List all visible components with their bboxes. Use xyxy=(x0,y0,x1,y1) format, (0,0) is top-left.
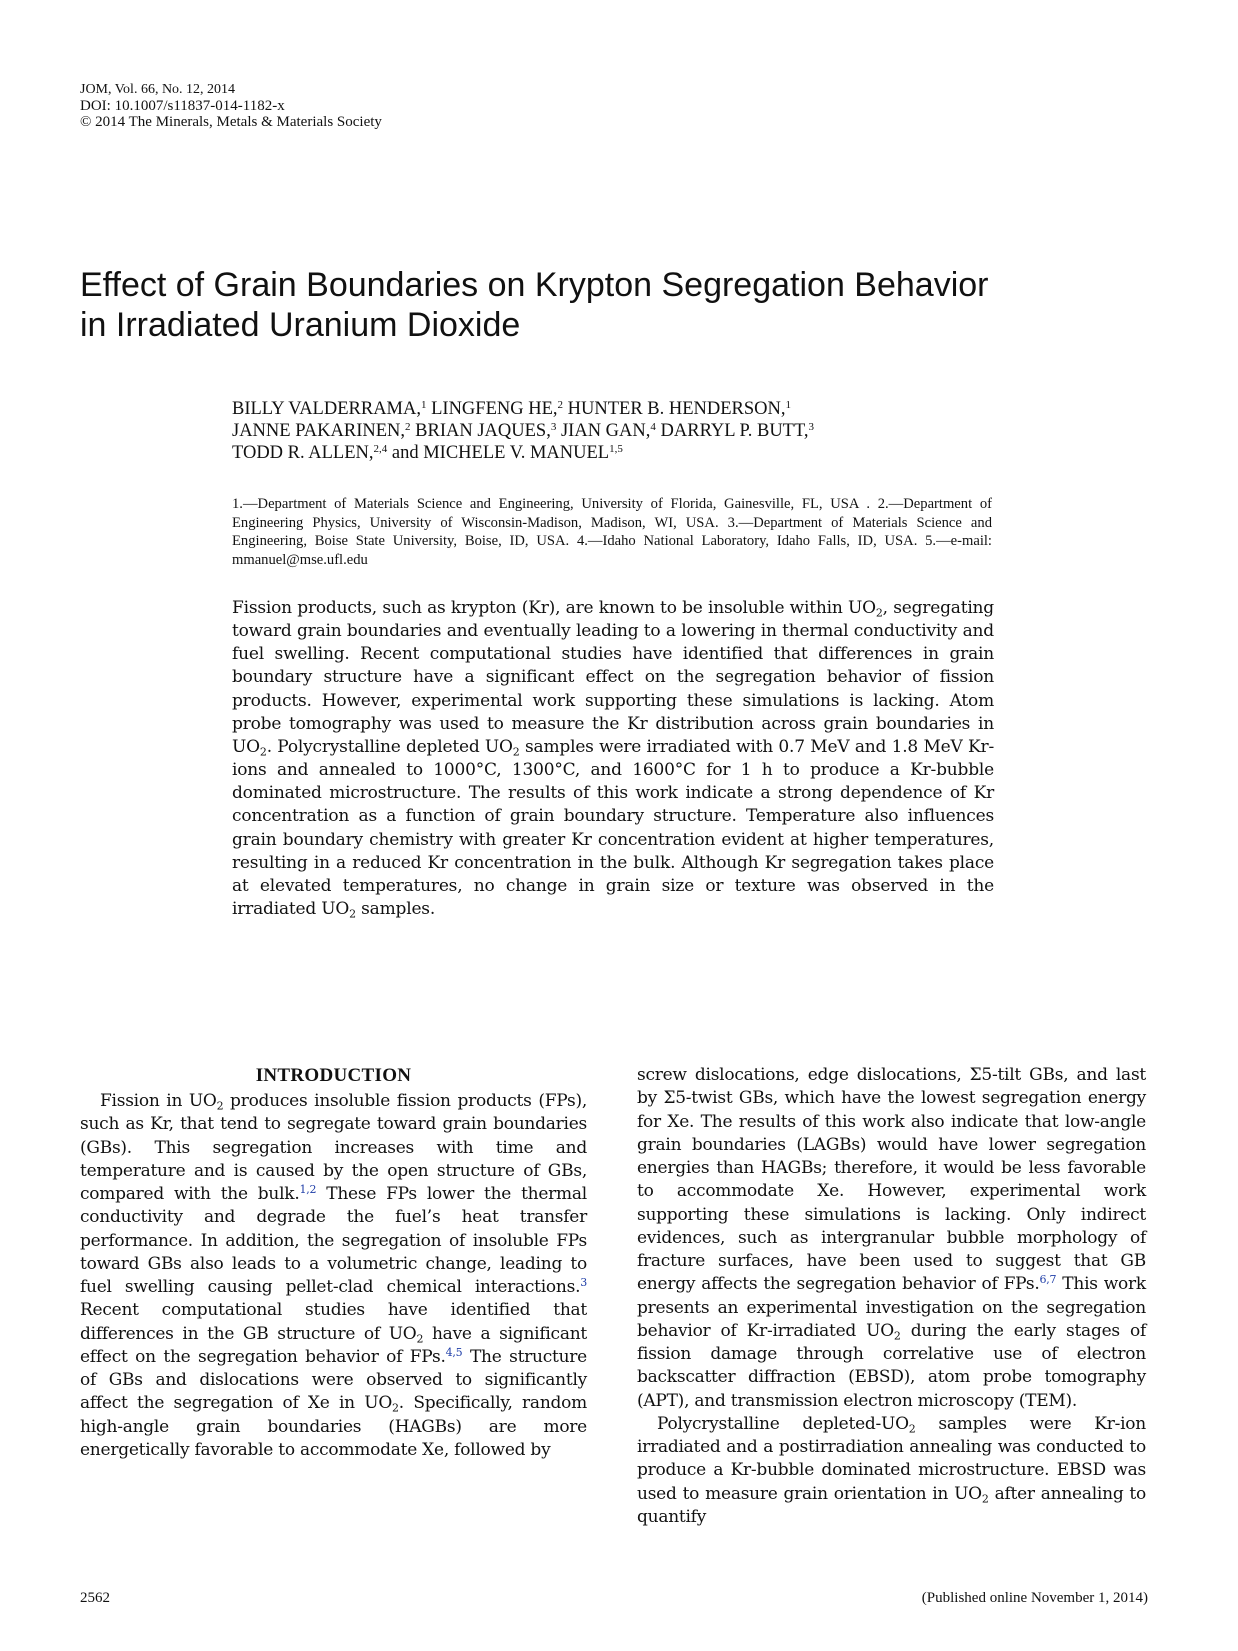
author-name: JIAN GAN, xyxy=(556,421,651,441)
author-affiliation-mark: 2 xyxy=(405,420,411,433)
subscript: 2 xyxy=(392,1401,399,1415)
author-name: BILLY VALDERRAMA, xyxy=(232,399,421,419)
affiliations: 1.—Department of Materials Science and Engineering, University of Florida, Gainesville, FL, USA . 2.—Department of Engineering Physics, University of Wisconsin-Madison, Madison, WI, USA. 3.—Department of Materials Science and Engineering, Boise State University, Boise, ID, USA. 4.—Idaho National Laboratory, Idaho Falls, ID, USA. 5.—e-mail: mmanuel@mse.ufl.edu xyxy=(232,496,992,568)
subscript: 2 xyxy=(349,907,356,921)
author-affiliation-mark: 4 xyxy=(650,420,656,433)
journal-citation: JOM, Vol. 66, No. 12, 2014 xyxy=(80,82,236,97)
author-affiliation-mark: 3 xyxy=(808,420,815,433)
author-list xyxy=(232,398,992,464)
body-text: Fission in UO xyxy=(100,1091,217,1111)
citation-link[interactable]: 1,2 xyxy=(299,1182,317,1196)
citation-link[interactable]: 6,7 xyxy=(1039,1273,1057,1287)
page-number: 2562 xyxy=(80,1590,110,1606)
body-text: . Specifically, random high-angle grain boundaries (HAGBs) are more energetically favorable to accommodate Xe, followed by xyxy=(80,1393,588,1460)
copyright-text: © 2014 The Minerals, Metals & Materials Society xyxy=(80,114,382,130)
author-name: and MICHELE V. MANUEL xyxy=(387,443,610,463)
author-name: TODD R. ALLEN, xyxy=(232,443,374,463)
subscript: 2 xyxy=(893,1329,901,1343)
abstract-text: . Polycrystalline depleted UO xyxy=(266,736,513,757)
body-text: This work presents an experimental investigation on the segregation behavior of Kr-irradiated UO xyxy=(637,1274,1146,1341)
abstract-text: , segregating toward grain boundaries and eventually leading to a lowering in thermal conductivity and fuel swelling. Recent computational studies have identified that differences in grain boundary structure have a significant effect on the segregation behavior of fission products. However, experimental work supporting these simulations is lacking. Atom probe tomography was used to measure the Kr distribution across grain boundaries in UO xyxy=(232,598,994,757)
subscript: 2 xyxy=(981,1491,989,1505)
body-text: produces insoluble fission products (FPs), such as Kr, that tend to segregate toward grain boundaries (GBs). This segregation increases with time and temperature and is caused by the open structure of GBs, compared with the bulk. xyxy=(80,1091,587,1204)
body-text: have a significant effect on the segregation behavior of FPs. xyxy=(80,1323,587,1367)
title-line-2: in Irradiated Uranium Dioxide xyxy=(80,306,521,344)
subscript: 2 xyxy=(908,1422,916,1436)
citation-link[interactable]: 3 xyxy=(580,1275,587,1289)
title-line-1: Effect of Grain Boundaries on Krypton Segregation Behavior xyxy=(80,266,989,304)
subscript: 2 xyxy=(875,606,883,620)
author-name: LINGFENG HE, xyxy=(426,399,558,419)
section-heading-introduction: INTRODUCTION xyxy=(255,1065,412,1086)
abstract xyxy=(232,597,994,921)
author-affiliation-mark: 2 xyxy=(557,398,564,411)
body-text: The structure of GBs and dislocations were observed to significantly affect the segregation of Xe in UO xyxy=(80,1346,587,1414)
abstract-text: Fission products, such as krypton (Kr), are known to be insoluble within UO xyxy=(232,598,876,618)
body-text: These FPs lower the thermal conductivity and degrade the fuel’s heat transfer performance. In addition, the segregation of insoluble FPs toward GBs also leads to a volumetric change, leading to fuel swelling causing pellet-clad chemical interactions. xyxy=(80,1184,587,1297)
body-text: Polycrystalline depleted-UO xyxy=(657,1413,909,1434)
journal-header xyxy=(80,82,382,130)
body-text: Recent computational studies have identified that differences in the GB structure of UO xyxy=(80,1300,587,1344)
subscript: 2 xyxy=(216,1099,224,1113)
body-text: during the early stages of fission damage through correlative use of electron backscatter diffraction (EBSD), atom probe tomography (APT), and transmission electron microscopy (TEM). xyxy=(637,1320,1146,1411)
author-name: JANNE PAKARINEN, xyxy=(232,421,406,441)
intro-paragraph-2 xyxy=(637,1413,1146,1529)
intro-paragraph-1-continued xyxy=(637,1064,1146,1413)
right-column xyxy=(637,1064,1146,1529)
body-text: screw dislocations, edge dislocations, Σ5-tilt GBs, and last by Σ5-twist GBs, which have the lowest segregation energy for Xe. The results of this work also indicate that low-angle grain boundaries (LAGBs) would have lower segregation energies than HAGBs; therefore, it would be less favorable to accommodate Xe. However, experimental work supporting these simulations is lacking. Only indirect evidences, such as intergranular bubble morphology of fracture surfaces, have been used to suggest that GB energy affects the segregation behavior of FPs. xyxy=(637,1065,1146,1295)
subscript: 2 xyxy=(512,745,520,759)
publication-date: (Published online November 1, 2014) xyxy=(921,1590,1148,1606)
author-affiliation-mark: 1 xyxy=(785,398,792,411)
citation-link[interactable]: 4,5 xyxy=(445,1345,463,1359)
body-text: samples were Kr-ion irradiated and a postirradiation annealing was conducted to produce a Kr-bubble dominated microstructure. EBSD was used to measure grain orientation in UO xyxy=(637,1413,1146,1504)
doi-text: DOI: 10.1007/s11837-014-1182-x xyxy=(80,98,285,114)
author-affiliation-mark: 3 xyxy=(550,420,557,433)
abstract-text: samples. xyxy=(355,899,436,920)
subscript: 2 xyxy=(259,745,267,759)
subscript: 2 xyxy=(416,1331,424,1345)
author-name: DARRYL P. BUTT, xyxy=(655,421,809,441)
left-column xyxy=(80,1064,587,1462)
abstract-text: samples were irradiated with 0.7 MeV and 1.8 MeV Kr-ions and annealed to 1000°C, 1300°C, and 1600°C for 1 h to produce a Kr-bubble dominated microstructure. The results of this work indicate a strong dependence of Kr concentration as a function of grain boundary structure. Temperature also influences grain boundary chemistry with greater Kr concentration evident at higher temperatures, resulting in a reduced Kr concentration in the bulk. Although Kr segregation takes place at elevated temperatures, no change in grain size or texture was observed in the irradiated UO xyxy=(232,736,994,920)
author-affiliation-mark: 1 xyxy=(420,398,427,411)
author-affiliation-mark: 2,4 xyxy=(373,442,388,455)
intro-paragraph-1 xyxy=(80,1090,587,1462)
author-affiliation-mark: 1,5 xyxy=(609,442,623,455)
author-name: BRIAN JAQUES, xyxy=(410,421,551,441)
author-name: HUNTER B. HENDERSON, xyxy=(563,399,786,419)
body-text: after annealing to quantify xyxy=(637,1483,1146,1527)
article-title xyxy=(80,265,1170,345)
